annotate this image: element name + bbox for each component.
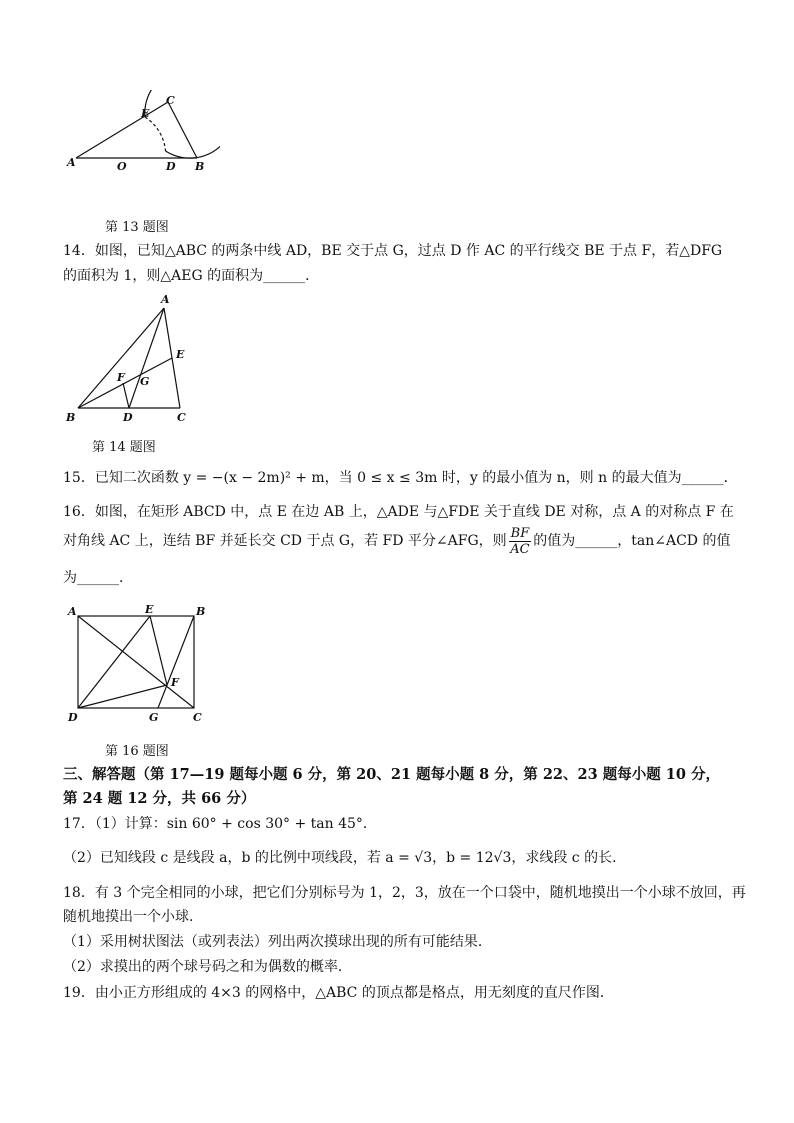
figure-16-caption: 第 16 题图: [105, 744, 169, 759]
line-CB: [168, 102, 197, 158]
label-E: E: [176, 348, 185, 361]
fraction-bf-ac: [509, 526, 532, 557]
q17-part1: 17．（1）计算：sin 60° + cos 30° + tan 45°．: [63, 816, 377, 832]
q17-part2: （2）已知线段 c 是线段 a，b 的比例中项线段，若 a = √3，b = 12√3，求线段 c 的长．: [63, 850, 627, 866]
label-O: O: [117, 160, 127, 173]
q18-part2: （2）求摸出的两个球号码之和为偶数的概率．: [63, 959, 352, 975]
label-B: B: [66, 411, 76, 424]
label-C: C: [177, 411, 186, 424]
q16-line3: 为______．: [63, 570, 133, 586]
q16-line2: [63, 524, 730, 558]
q16-line2-pre: 对角线 AC 上，连结 BF 并延长交 CD 于点 G，若 FD 平分∠AFG，则: [63, 533, 507, 549]
label-B: B: [195, 160, 205, 173]
section-3-heading-line1: 三、解答题（第 17—19 题每小题 6 分，第 20、21 题每小题 8 分，第 22、23 题每小题 10 分，: [63, 766, 721, 783]
line-AC: [76, 102, 168, 158]
label-F: F: [117, 371, 125, 384]
label-D: D: [68, 711, 78, 724]
segment-DF: [123, 383, 129, 408]
q14-line2: 的面积为 1，则△AEG 的面积为______．: [63, 268, 320, 284]
label-E: E: [145, 603, 154, 616]
figure-13-caption: 第 13 题图: [105, 220, 169, 235]
q15-line1: 15．已知二次函数 y = −(x − 2m)² + m，当 0 ≤ x ≤ 3m 时，y 的最小值为 n，则 n 的最大值为______．: [63, 470, 738, 486]
fraction-numerator: BF: [510, 525, 530, 541]
label-C: C: [193, 711, 202, 724]
figure-16: [60, 598, 220, 728]
median-AD: [129, 308, 164, 408]
segment-DF: [78, 685, 167, 708]
label-C: C: [166, 94, 175, 107]
label-D: D: [166, 160, 176, 173]
label-A: A: [68, 605, 77, 618]
q16-line1: 16．如图，在矩形 ABCD 中，点 E 在边 AB 上，△ADE 与△FDE 关于直线 DE 对称，点 A 的对称点 F 在: [63, 504, 734, 520]
q14-line1: 14．如图，已知△ABC 的两条中线 AD，BE 交于点 G，过点 D 作 AC 的平行线交 BE 于点 F，若△DFG: [63, 243, 723, 259]
label-B: B: [196, 605, 206, 618]
figure-14-caption: 第 14 题图: [92, 440, 156, 455]
q18-part1: （1）采用树状图法（或列表法）列出两次摸球出现的所有可能结果．: [63, 934, 492, 950]
label-G: G: [140, 375, 150, 388]
figure-13: [60, 90, 220, 185]
side-AB: [78, 308, 164, 408]
label-G: G: [149, 711, 159, 724]
median-BE: [78, 358, 172, 408]
segment-DE: [78, 616, 150, 708]
label-E: E: [141, 107, 150, 120]
q18-line1: 18．有 3 个完全相同的小球，把它们分别标号为 1，2，3，放在一个口袋中，随机地摸出一个小球不放回，再: [63, 885, 746, 901]
fraction-denominator: AC: [510, 541, 530, 557]
section-3-heading-line2: 第 24 题 12 分，共 66 分）: [63, 790, 256, 807]
label-A: A: [161, 293, 170, 306]
figure-14: [60, 290, 200, 430]
circle-dashed-arc: [145, 117, 166, 151]
q19-line1: 19．由小正方形组成的 4×3 的网格中，△ABC 的顶点都是格点，用无刻度的直尺作图．: [63, 985, 614, 1001]
q18-line2: 随机地摸出一个小球．: [63, 909, 203, 925]
label-A: A: [67, 156, 76, 169]
label-D: D: [123, 411, 133, 424]
q16-line2-post: 的值为______，tan∠ACD 的值: [533, 533, 731, 549]
label-F: F: [171, 676, 179, 689]
circle-solid-arc: [145, 90, 220, 158]
